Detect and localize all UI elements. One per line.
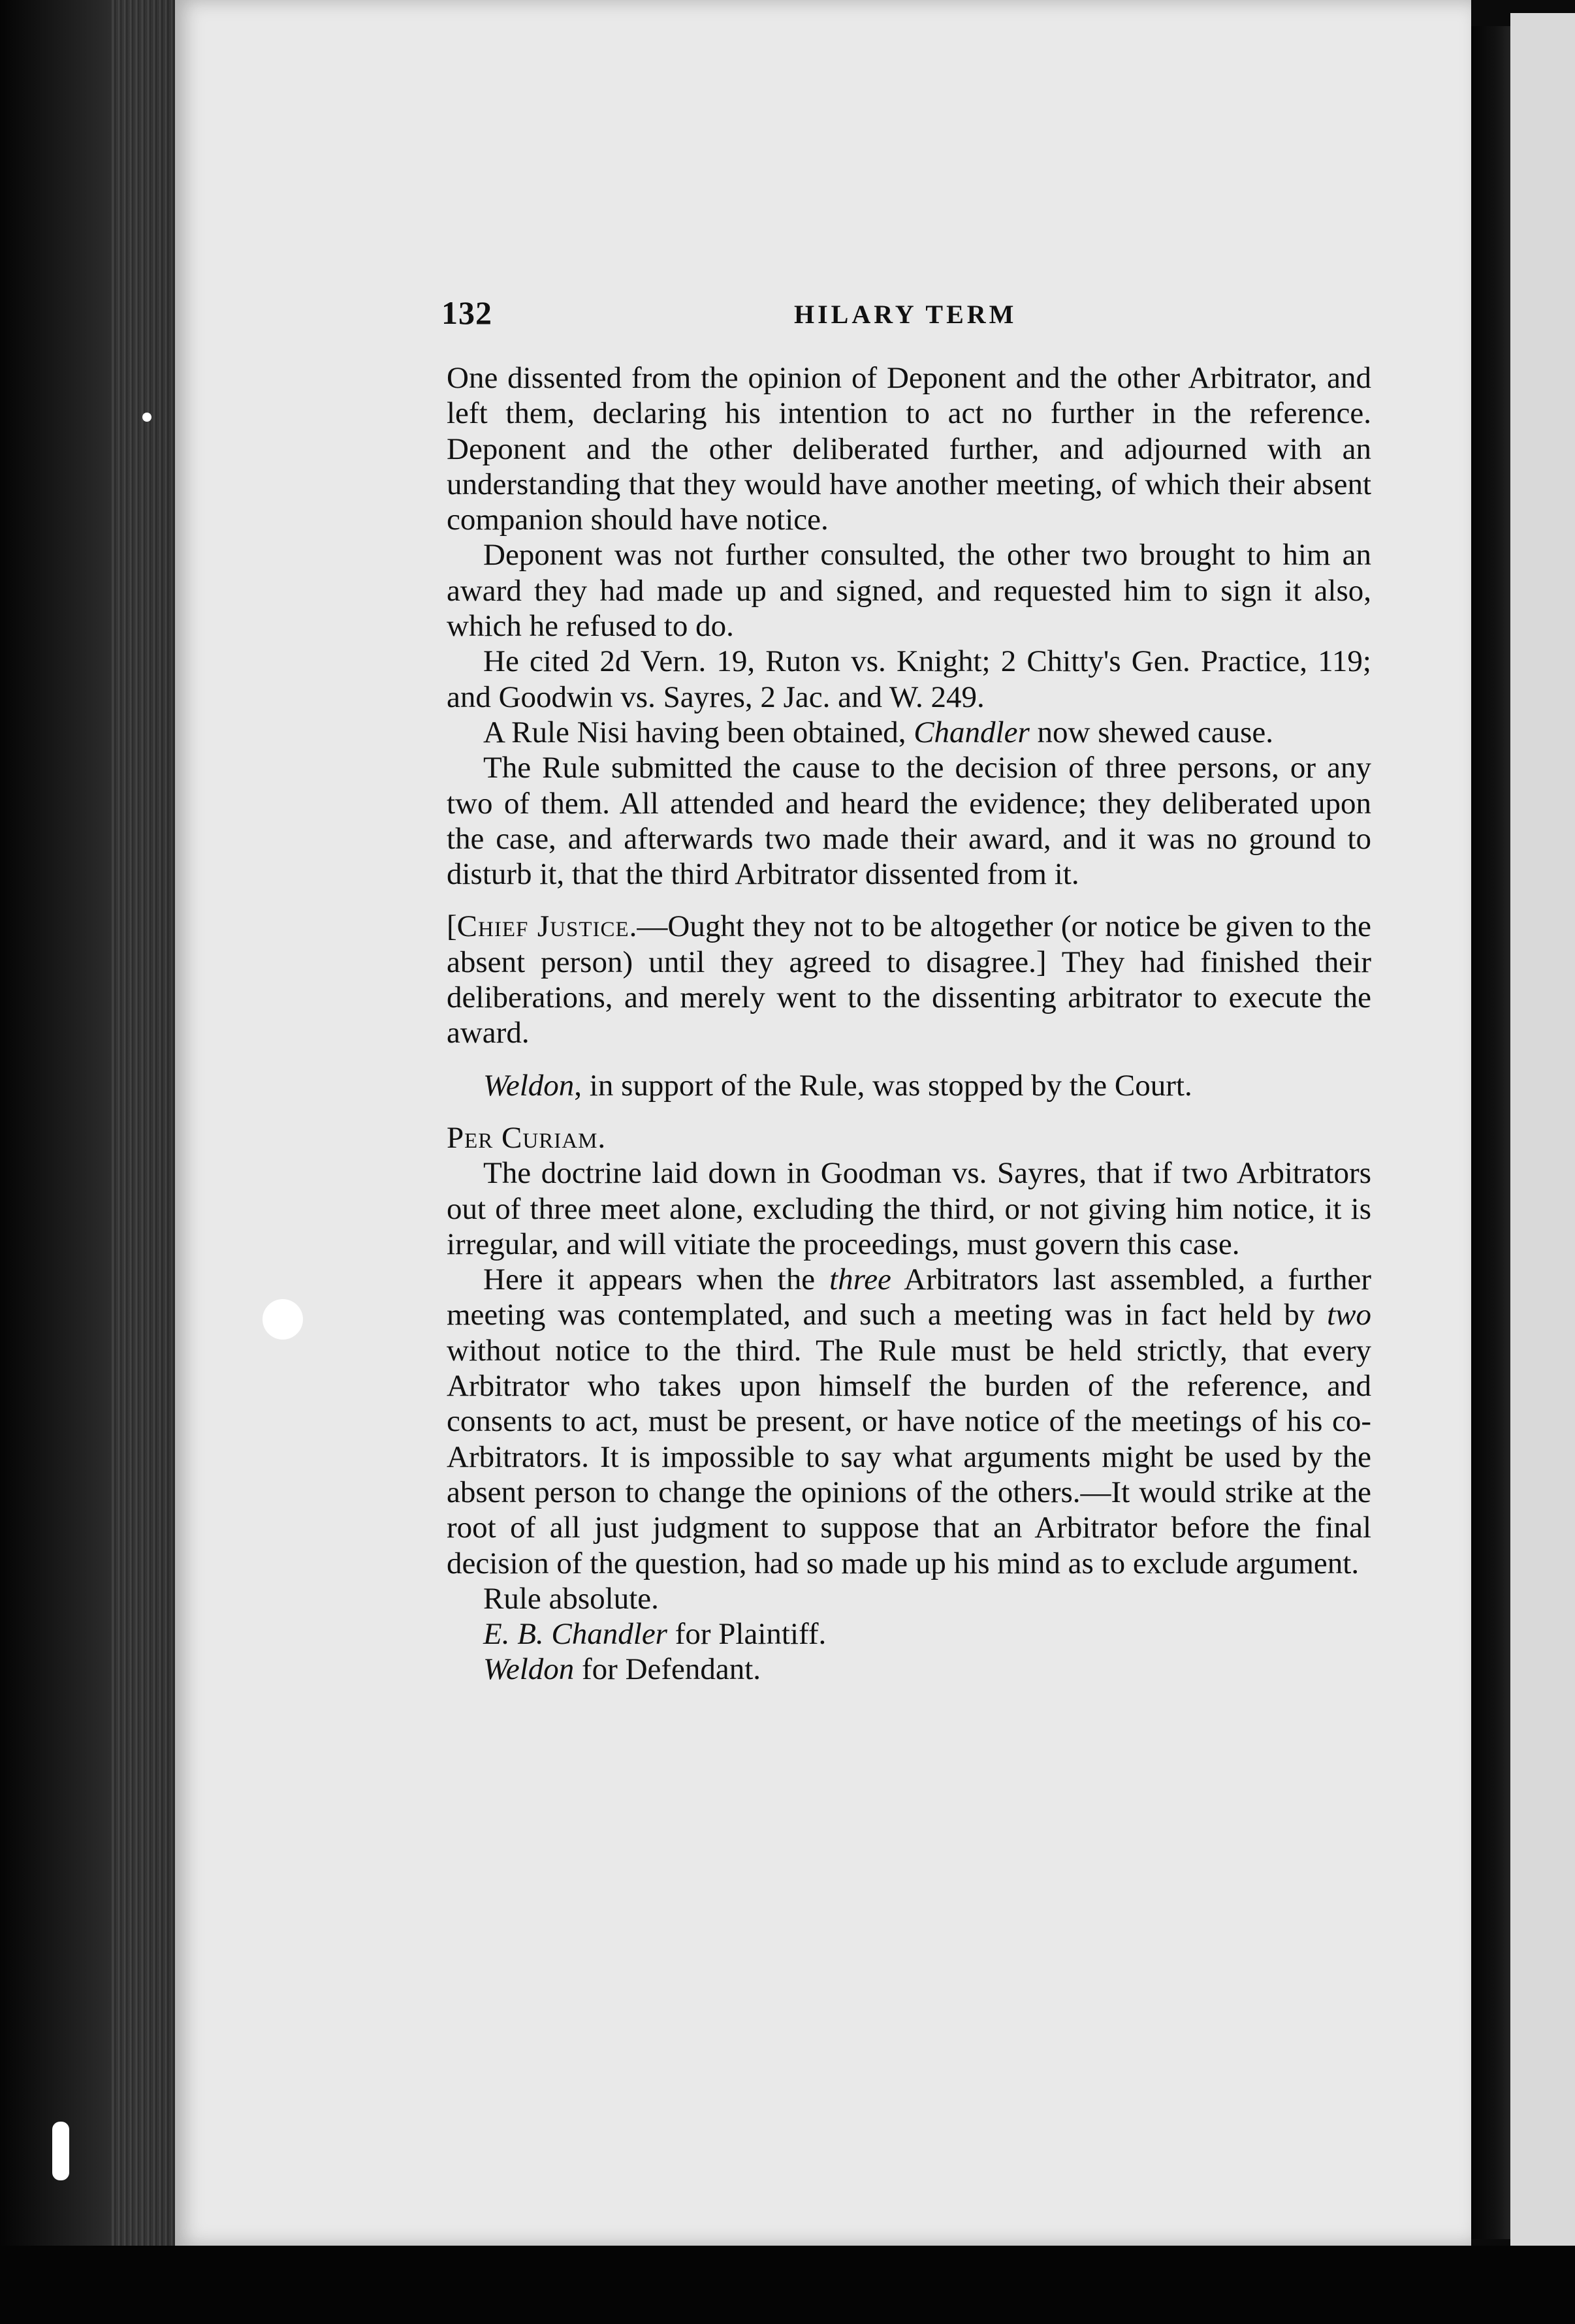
scan-speck — [52, 2122, 69, 2180]
paragraph-10: Here it appears when the three Arbitrators last assembled, a further meeting was contemplated, and such a meeting was in fact held by two without notice to the third. The Rule must be held strictly, that every Arbitrator who takes upon himself the burden of the reference, and consents to act, must be present, or have notice of the meetings of his co-Arbitrators. It is impossible to say what arguments might be used by the absent person to change the opinions of the others.—It would strike at the root of all just judgment to suppose that an Arbitrator before the final decision of the question, had so made up his mind as to exclude argument. — [447, 1263, 1371, 1580]
rule-absolute: Rule absolute. — [483, 1581, 659, 1616]
paragraph-9: The doctrine laid down in Goodman vs. Sayres, that if two Arbitrators out of three meet alone, excluding the third, or not giving him notice, it is irregular, and will vitiate the proceedings, must govern this case. — [447, 1156, 1371, 1261]
running-head: HILARY TERM — [794, 300, 1017, 329]
paragraph-6: [Chief Justice.—Ought they not to be altogether (or notice be given to the absent person) until they agreed to disagree.] They had finished their deliberations, and merely went to the dissenting arbitrator to execute the award. — [447, 909, 1371, 1050]
page-header — [441, 294, 1362, 333]
counsel-name: Chandler — [914, 715, 1030, 749]
paragraph-2: Deponent was not further consulted, the other two brought to him an award they had made up and signed, and requested him to sign it also, which he refused to do. — [447, 538, 1371, 644]
paragraph-1: One dissented from the opinion of Deponent and the other Arbitrator, and left them, declaring his intention to act no further in the reference. Deponent and the other deliberated further, and adjourned with an understanding that they would have another meeting, of which their absent companion should have notice. — [447, 361, 1371, 537]
counsel-name: Weldon — [483, 1068, 575, 1103]
paragraph-4: A Rule Nisi having been obtained, Chandler now shewed cause. — [483, 715, 1274, 749]
page-number: 132 — [441, 294, 492, 331]
defendant-counsel: Weldon for Defendant. — [483, 1652, 761, 1687]
paragraph-5: The Rule submitted the cause to the decision of three persons, or any two of them. All attended and heard the evidence; they deliberated upon the case, and afterwards two made their award, and it was no ground to disturb it, that the third Arbitrator dissented from it. — [447, 751, 1371, 892]
paragraph-7: Weldon, in support of the Rule, was stopped by the Court. — [483, 1068, 1192, 1103]
facing-page-edge — [1510, 13, 1575, 2246]
scan-background — [0, 2246, 1575, 2324]
chief-justice-label: Chief Justice — [456, 909, 629, 944]
per-curiam-heading: Per Curiam. — [447, 1120, 607, 1155]
scan-speck — [262, 1299, 303, 1340]
page-edges — [111, 0, 176, 2324]
body-text — [447, 360, 1371, 1688]
scan-speck — [142, 413, 151, 422]
paragraph-3: He cited 2d Vern. 19, Ruton vs. Knight; 2 Chitty's Gen. Practice, 119; and Goodwin vs. Sayres, 2 Jac. and W. 249. — [447, 644, 1371, 714]
plaintiff-counsel: E. B. Chandler for Plaintiff. — [483, 1617, 827, 1652]
page-gutter-shadow — [1471, 26, 1510, 2239]
